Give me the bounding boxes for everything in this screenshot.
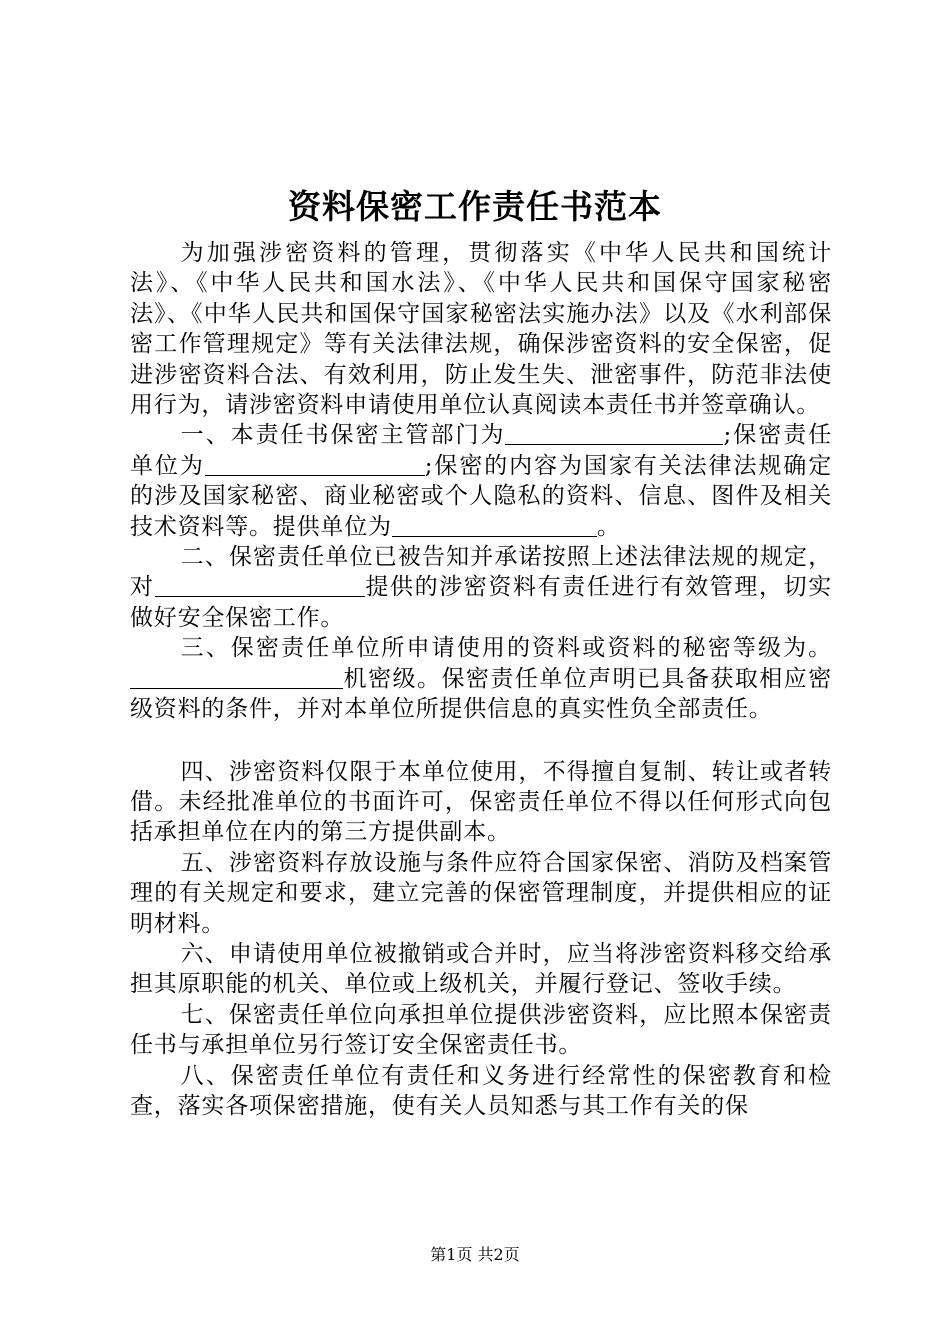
clause-1 bbox=[130, 420, 832, 542]
document-title: 资料保密工作责任书范本 bbox=[288, 187, 662, 226]
clause-3-text-b: 机密级。保密责任单位声明已具备获取相应密级资料的条件，并对本单位所提供信息的真实性负全部责任。 bbox=[130, 665, 832, 723]
intro-paragraph: 为加强涉密资料的管理，贯彻落实《中华人民共和国统计法》、《中华人民共和国水法》、《中华人民共和国保守国家秘密法》、《中华人民共和国保守国家秘密法实施办法》以及《水利部保密工作管理规定》等有关法律法规，确保涉密资料的安全保密，促进涉密资料合法、有效利用，防止发生失、泄密事件，防范非法使用行为，请涉密资料申请使用单位认真阅读本责任书并签章确认。 bbox=[130, 240, 832, 419]
clause-7: 七、保密责任单位向承担单位提供涉密资料，应比照本保密责任书与承担单位另行签订安全保密责任书。 bbox=[130, 1001, 832, 1059]
blank-supervising-department bbox=[505, 422, 723, 445]
blank-provider bbox=[155, 574, 365, 597]
clause-2-text-a: 二、保密责任单位已被告知并承诺按照上述法律法规的规定，对 bbox=[130, 544, 832, 601]
clause-2-text-b: 提供的涉密资料有责任进行有效管理，切实做好安全保密工作。 bbox=[130, 574, 832, 631]
clause-4: 四、涉密资料仅限于本单位使用，不得擅自复制、转让或者转借。未经批准单位的书面许可，保密责任单位不得以任何形式向包括承担单位在内的第三方提供副本。 bbox=[130, 758, 832, 846]
blank-secret-level bbox=[130, 666, 343, 689]
paragraph-gap bbox=[130, 725, 832, 757]
clause-5: 五、涉密资料存放设施与条件应符合国家保密、消防及档案管理的有关规定和要求，建立完善的保密管理制度，并提供相应的证明材料。 bbox=[130, 849, 832, 937]
clause-2 bbox=[130, 542, 832, 633]
clause-3 bbox=[130, 633, 832, 724]
clause-1-text-b: ;保密责任单位为 bbox=[130, 422, 832, 479]
document-body bbox=[130, 238, 832, 1121]
blank-responsible-unit bbox=[205, 453, 425, 476]
clause-1-text-c: ;保密的内容为国家有关法律法规确定的涉及国家秘密、商业秘密或个人隐私的资料、信息、图件及相关技术资料等。提供单位为 bbox=[130, 452, 832, 540]
page-footer: 第1页 共2页 bbox=[430, 1245, 520, 1264]
clause-8: 八、保密责任单位有责任和义务进行经常性的保密教育和检查，落实各项保密措施，使有关人员知悉与其工作有关的保 bbox=[130, 1062, 832, 1119]
blank-providing-unit bbox=[392, 514, 597, 537]
clause-3-text-a: 三、保密责任单位所申请使用的资料或资料的秘密等级为。 bbox=[180, 635, 832, 662]
clause-1-text-d: 。 bbox=[596, 513, 621, 540]
clause-6: 六、申请使用单位被撤销或合并时，应当将涉密资料移交给承担其原职能的机关、单位或上级机关，并履行登记、签收手续。 bbox=[130, 940, 832, 998]
clause-1-text-a: 一、本责任书保密主管部门为 bbox=[180, 422, 506, 449]
